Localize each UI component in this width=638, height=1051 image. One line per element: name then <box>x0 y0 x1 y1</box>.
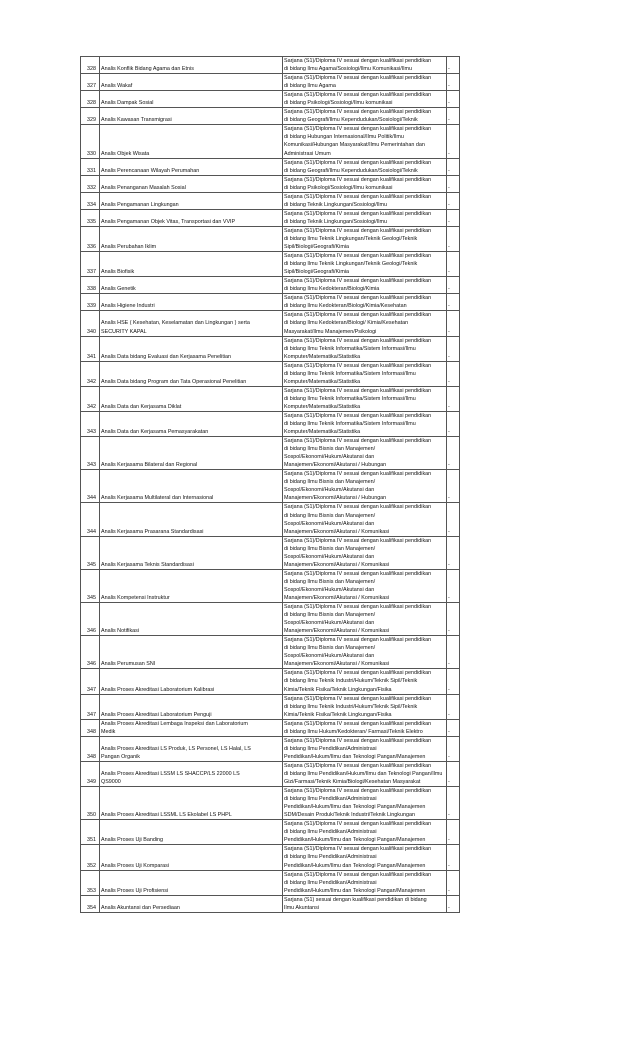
qualification: Sarjana (S1)/Diploma IV sesuai dengan kualifikasi pendidikan di bidang Ilmu Kedokteran/Biologi/Kimia <box>283 277 447 294</box>
qualification: Sarjana (S1)/Diploma IV sesuai dengan kualifikasi pendidikan di bidang Ilmu Bisnis dan Manajemen/ Sospol/Ekonomi/Hukum/Akutansi dan Manajemen/Ekonomi/Akutansi / Komunikasi <box>283 636 447 669</box>
extra-column: - <box>447 74 460 91</box>
table-row <box>81 895 460 912</box>
row-number: 347 <box>81 669 100 694</box>
table-row <box>81 845 460 870</box>
extra-column: - <box>447 845 460 870</box>
table-row <box>81 470 460 503</box>
table-row <box>81 437 460 470</box>
position-name: Analis Perubahan Iklim <box>100 226 283 251</box>
row-number: 346 <box>81 636 100 669</box>
position-name: Analis Penanganan Masalah Sosial <box>100 175 283 192</box>
extra-column: - <box>447 820 460 845</box>
extra-column: - <box>447 719 460 736</box>
extra-column: - <box>447 470 460 503</box>
row-number: 344 <box>81 470 100 503</box>
table-row <box>81 411 460 436</box>
qualification: Sarjana (S1)/Diploma IV sesuai dengan kualifikasi pendidikan di bidang Ilmu Pendidikan/Administrasi Pendidikan/Hukum/Ilmu dan Teknologi Pangan/Manajemen <box>283 736 447 761</box>
position-name: Analis Data bidang Evaluasi dan Kerjasama Penelitian <box>100 336 283 361</box>
qualification: Sarjana (S1)/Diploma IV sesuai dengan kualifikasi pendidikan di bidang Ilmu Teknik Industri/Hukum/Teknik Sipil/Teknik Kimia/Teknik Fisika/Teknik Lingkungan/Fisika <box>283 694 447 719</box>
position-name: Analis HSE ( Kesehatan, Keselamatan dan Lingkungan ) serta SECURITY KAPAL <box>100 311 283 336</box>
table-row <box>81 158 460 175</box>
qualification: Sarjana (S1)/Diploma IV sesuai dengan kualifikasi pendidikan di bidang Ilmu Bisnis dan Manajemen/ Sospol/Ekonomi/Hukum/Akutansi dan Manajemen/Ekonomi/Akutansi / Komunikasi <box>283 569 447 602</box>
row-number: 331 <box>81 158 100 175</box>
table-row <box>81 361 460 386</box>
table-row <box>81 336 460 361</box>
table-row <box>81 719 460 736</box>
position-name: Analis Dampak Sosial <box>100 91 283 108</box>
qualification: Sarjana (S1)/Diploma IV sesuai dengan kualifikasi pendidikan di bidang Ilmu Teknik Industri/Hukum/Teknik Sipil/Teknik Kimia/Teknik Fisika/Teknik Lingkungan/Fisika <box>283 669 447 694</box>
extra-column: - <box>447 870 460 895</box>
qualification: Sarjana (S1)/Diploma IV sesuai dengan kualifikasi pendidikan di bidang Ilmu Bisnis dan Manajemen/ Sospol/Ekonomi/Hukum/Akutansi dan Manajemen/Ekonomi/Akutansi / Komunikasi <box>283 536 447 569</box>
position-table <box>80 56 460 913</box>
position-name: Analis Proses Akreditasi LSSML LS Ekolabel LS PHPL <box>100 787 283 820</box>
row-number: 335 <box>81 209 100 226</box>
table-row <box>81 277 460 294</box>
table-body <box>81 57 460 913</box>
row-number: 343 <box>81 437 100 470</box>
table-row <box>81 761 460 786</box>
position-name: Analis Data bidang Program dan Tata Operasional Penelitian <box>100 361 283 386</box>
row-number: 329 <box>81 108 100 125</box>
extra-column: - <box>447 694 460 719</box>
qualification: Sarjana (S1)/Diploma IV sesuai dengan kualifikasi pendidikan di bidang Ilmu Teknik Informatika/Sistem Informasi/Ilmu Komputer/Matematika/Statistika <box>283 386 447 411</box>
qualification: Sarjana (S1)/Diploma IV sesuai dengan kualifikasi pendidikan di bidang Ilmu Teknik Informatika/Sistem Informasi/Ilmu Komputer/Matematika/Statistika <box>283 411 447 436</box>
extra-column: - <box>447 192 460 209</box>
row-number: 345 <box>81 536 100 569</box>
table-row <box>81 108 460 125</box>
position-name: Analis Proses Akreditasi LSSM LS SHACCP/LS 22000 LS QS9000 <box>100 761 283 786</box>
position-name: Analis Proses Akreditasi LS Produk, LS Personel, LS Halal, LS Pangan Organik <box>100 736 283 761</box>
row-number: 338 <box>81 277 100 294</box>
table-row <box>81 175 460 192</box>
table-row <box>81 209 460 226</box>
position-name: Analis Proses Uji Komparasi <box>100 845 283 870</box>
table-row <box>81 226 460 251</box>
position-name: Analis Pengamanan Lingkungan <box>100 192 283 209</box>
extra-column: - <box>447 736 460 761</box>
position-name: Analis Proses Akreditasi Laboratorium Penguji <box>100 694 283 719</box>
table-row <box>81 57 460 74</box>
qualification: Sarjana (S1)/Diploma IV sesuai dengan kualifikasi pendidikan di bidang Geografi/Ilmu Kependudukan/Sosiologi/Teknik <box>283 158 447 175</box>
position-name: Analis Genetik <box>100 277 283 294</box>
document-sheet <box>80 56 460 913</box>
extra-column: - <box>447 437 460 470</box>
row-number: 347 <box>81 694 100 719</box>
row-number: 343 <box>81 411 100 436</box>
qualification: Sarjana (S1)/Diploma IV sesuai dengan kualifikasi pendidikan di bidang Ilmu Kedokteran/Biologi/Kimia/Kesehatan <box>283 294 447 311</box>
position-name: Analis Proses Uji Profisiensi <box>100 870 283 895</box>
position-name: Analis Konflik Bidang Agama dan Etnis <box>100 57 283 74</box>
qualification: Sarjana (S1)/Diploma IV sesuai dengan kualifikasi pendidikan di bidang Ilmu Pendidikan/Administrasi Pendidikan/Hukum/Ilmu dan Teknologi Pangan/Manajemen SDM/Desain Produk/Teknik Industri/Teknik Lingkungan <box>283 787 447 820</box>
qualification: Sarjana (S1)/Diploma IV sesuai dengan kualifikasi pendidikan di bidang Ilmu Pendidikan/Administrasi Pendidikan/Hukum/Ilmu dan Teknologi Pangan/Manajemen <box>283 870 447 895</box>
row-number: 349 <box>81 761 100 786</box>
qualification: Sarjana (S1)/Diploma IV sesuai dengan kualifikasi pendidikan di bidang Ilmu Bisnis dan Manajemen/ Sospol/Ekonomi/Hukum/Akutansi dan Manajemen/Ekonomi/Akutansi / Komunikasi <box>283 503 447 536</box>
row-number: 337 <box>81 252 100 277</box>
extra-column: - <box>447 108 460 125</box>
row-number: 330 <box>81 125 100 158</box>
qualification: Sarjana (S1)/Diploma IV sesuai dengan kualifikasi pendidikan di bidang Ilmu Pendidikan/Administrasi Pendidikan/Hukum/Ilmu dan Teknologi Pangan/Manajemen <box>283 820 447 845</box>
extra-column: - <box>447 603 460 636</box>
table-row <box>81 787 460 820</box>
extra-column: - <box>447 91 460 108</box>
row-number: 339 <box>81 294 100 311</box>
extra-column: - <box>447 636 460 669</box>
qualification: Sarjana (S1) sesuai dengan kualifikasi pendidikan di bidang Ilmu Akuntansi <box>283 895 447 912</box>
table-row <box>81 694 460 719</box>
row-number: 348 <box>81 719 100 736</box>
extra-column: - <box>447 125 460 158</box>
row-number: 352 <box>81 845 100 870</box>
position-name: Analis Akuntansi dan Persediaan <box>100 895 283 912</box>
qualification: Sarjana (S1)/Diploma IV sesuai dengan kualifikasi pendidikan di bidang Ilmu Teknik Informatika/Sistem Informasi/Ilmu Komputer/Matematika/Statistika <box>283 336 447 361</box>
position-name: Analis Kerjasama Bilateral dan Regional <box>100 437 283 470</box>
extra-column: - <box>447 252 460 277</box>
qualification: Sarjana (S1)/Diploma IV sesuai dengan kualifikasi pendidikan di bidang Ilmu Agama/Sosiologi/Ilmu Komunikasi/Ilmu <box>283 57 447 74</box>
qualification: Sarjana (S1)/Diploma IV sesuai dengan kualifikasi pendidikan di bidang Ilmu Pendidikan/Administrasi Pendidikan/Hukum/Ilmu dan Teknologi Pangan/Manajemen <box>283 845 447 870</box>
position-name: Analis Biofisik <box>100 252 283 277</box>
table-row <box>81 192 460 209</box>
qualification: Sarjana (S1)/Diploma IV sesuai dengan kualifikasi pendidikan di bidang Ilmu Bisnis dan Manajemen/ Sospol/Ekonomi/Hukum/Akutansi dan Manajemen/Ekonomi/Akutansi / Komunikasi <box>283 603 447 636</box>
qualification: Sarjana (S1)/Diploma IV sesuai dengan kualifikasi pendidikan di bidang Ilmu Teknik Lingkungan/Teknik Geologi/Teknik Sipil/Biologi/Geografi/Kimia <box>283 226 447 251</box>
qualification: Sarjana (S1)/Diploma IV sesuai dengan kualifikasi pendidikan di bidang Teknik Lingkungan/Sosiologi/Ilmu <box>283 209 447 226</box>
row-number: 342 <box>81 361 100 386</box>
table-row <box>81 603 460 636</box>
qualification: Sarjana (S1)/Diploma IV sesuai dengan kualifikasi pendidikan di bidang Ilmu Kedokteran/Biologi/ Kimia/Kesehatan Masyarakat/Ilmu Manajemen/Psikologi <box>283 311 447 336</box>
row-number: 340 <box>81 311 100 336</box>
position-name: Analis Perencanaan Wilayah Perumahan <box>100 158 283 175</box>
extra-column: - <box>447 336 460 361</box>
table-row <box>81 294 460 311</box>
extra-column: - <box>447 226 460 251</box>
position-name: Analis Proses Akreditasi Lembaga Inspeksi dan Laboratorium Medik <box>100 719 283 736</box>
table-row <box>81 820 460 845</box>
table-row <box>81 870 460 895</box>
position-name: Analis Kompetensi Instruktur <box>100 569 283 602</box>
position-name: Analis Objek Wisata <box>100 125 283 158</box>
qualification: Sarjana (S1)/Diploma IV sesuai dengan kualifikasi pendidikan di bidang Hubungan Internasional/Ilmu Politik/Ilmu Komunikasi/Hubungan Masyarakat/Ilmu Pemerintahan dan Administrasi Umum <box>283 125 447 158</box>
position-name: Analis Wakaf <box>100 74 283 91</box>
qualification: Sarjana (S1)/Diploma IV sesuai dengan kualifikasi pendidikan di bidang Ilmu Teknik Informatika/Sistem Informasi/Ilmu Komputer/Matematika/Statistika <box>283 361 447 386</box>
position-name: Analis Kerjasama Teknis Standardisasi <box>100 536 283 569</box>
table-row <box>81 569 460 602</box>
row-number: 336 <box>81 226 100 251</box>
position-name: Analis Data dan Kerjasama Pemasyarakatan <box>100 411 283 436</box>
table-row <box>81 125 460 158</box>
position-name: Analis Kawasan Transmigrasi <box>100 108 283 125</box>
position-name: Analis Proses Uji Banding <box>100 820 283 845</box>
table-row <box>81 736 460 761</box>
qualification: Sarjana (S1)/Diploma IV sesuai dengan kualifikasi pendidikan di bidang Psikologi/Sosiologi/Ilmu komunikasi <box>283 175 447 192</box>
extra-column: - <box>447 386 460 411</box>
position-name: Analis Kerjasama Multilateral dan Internasional <box>100 470 283 503</box>
row-number: 354 <box>81 895 100 912</box>
extra-column: - <box>447 569 460 602</box>
table-row <box>81 636 460 669</box>
row-number: 348 <box>81 736 100 761</box>
qualification: Sarjana (S1)/Diploma IV sesuai dengan kualifikasi pendidikan di bidang Ilmu Agama <box>283 74 447 91</box>
position-name: Analis Pengamanan Objek Vitas, Transportasi dan VVIP <box>100 209 283 226</box>
extra-column: - <box>447 503 460 536</box>
row-number: 342 <box>81 386 100 411</box>
qualification: Sarjana (S1)/Diploma IV sesuai dengan kualifikasi pendidikan di bidang Psikologi/Sosiologi/Ilmu komunikasi <box>283 91 447 108</box>
extra-column: - <box>447 787 460 820</box>
table-row <box>81 536 460 569</box>
table-row <box>81 74 460 91</box>
row-number: 345 <box>81 569 100 602</box>
position-name: Analis Notifikasi <box>100 603 283 636</box>
row-number: 328 <box>81 91 100 108</box>
extra-column: - <box>447 158 460 175</box>
table-row <box>81 91 460 108</box>
row-number: 332 <box>81 175 100 192</box>
extra-column: - <box>447 895 460 912</box>
position-name: Analis Kerjasama Prasarana Standardisasi <box>100 503 283 536</box>
extra-column: - <box>447 294 460 311</box>
extra-column: - <box>447 761 460 786</box>
row-number: 344 <box>81 503 100 536</box>
row-number: 328 <box>81 57 100 74</box>
row-number: 346 <box>81 603 100 636</box>
row-number: 327 <box>81 74 100 91</box>
table-row <box>81 386 460 411</box>
table-row <box>81 252 460 277</box>
extra-column: - <box>447 175 460 192</box>
row-number: 350 <box>81 787 100 820</box>
row-number: 353 <box>81 870 100 895</box>
extra-column: - <box>447 411 460 436</box>
position-name: Analis Perumusan SNI <box>100 636 283 669</box>
qualification: Sarjana (S1)/Diploma IV sesuai dengan kualifikasi pendidikan di bidang Ilmu Hukum/Kedokteran/ Farmasi/Teknik Elektro <box>283 719 447 736</box>
extra-column: - <box>447 536 460 569</box>
qualification: Sarjana (S1)/Diploma IV sesuai dengan kualifikasi pendidikan di bidang Ilmu Teknik Lingkungan/Teknik Geologi/Teknik Sipil/Biologi/Geografi/Kimia <box>283 252 447 277</box>
extra-column: - <box>447 669 460 694</box>
position-name: Analis Data dan Kerjasama Diklat <box>100 386 283 411</box>
position-name: Analis Higiene Industri <box>100 294 283 311</box>
extra-column: - <box>447 277 460 294</box>
extra-column: - <box>447 209 460 226</box>
qualification: Sarjana (S1)/Diploma IV sesuai dengan kualifikasi pendidikan di bidang Teknik Lingkungan/Sosiologi/Ilmu <box>283 192 447 209</box>
extra-column: - <box>447 311 460 336</box>
qualification: Sarjana (S1)/Diploma IV sesuai dengan kualifikasi pendidikan di bidang Ilmu Bisnis dan Manajemen/ Sospol/Ekonomi/Hukum/Akutansi dan Manajemen/Ekonomi/Akutansi / Hubungan <box>283 437 447 470</box>
qualification: Sarjana (S1)/Diploma IV sesuai dengan kualifikasi pendidikan di bidang Ilmu Pendidikan/Hukum/Ilmu dan Teknologi Pangan/Ilmu Gizi/Farmasi/Teknik Kimia/Biologi/Kesehatan Masyarakat <box>283 761 447 786</box>
table-row <box>81 311 460 336</box>
extra-column: - <box>447 57 460 74</box>
row-number: 341 <box>81 336 100 361</box>
row-number: 351 <box>81 820 100 845</box>
qualification: Sarjana (S1)/Diploma IV sesuai dengan kualifikasi pendidikan di bidang Geografi/Ilmu Kependudukan/Sosiologi/Teknik <box>283 108 447 125</box>
position-name: Analis Proses Akreditasi Laboratorium Kalibrasi <box>100 669 283 694</box>
table-row <box>81 503 460 536</box>
qualification: Sarjana (S1)/Diploma IV sesuai dengan kualifikasi pendidikan di bidang Ilmu Bisnis dan Manajemen/ Sospol/Ekonomi/Hukum/Akutansi dan Manajemen/Ekonomi/Akutansi / Hubungan <box>283 470 447 503</box>
table-row <box>81 669 460 694</box>
extra-column: - <box>447 361 460 386</box>
row-number: 334 <box>81 192 100 209</box>
